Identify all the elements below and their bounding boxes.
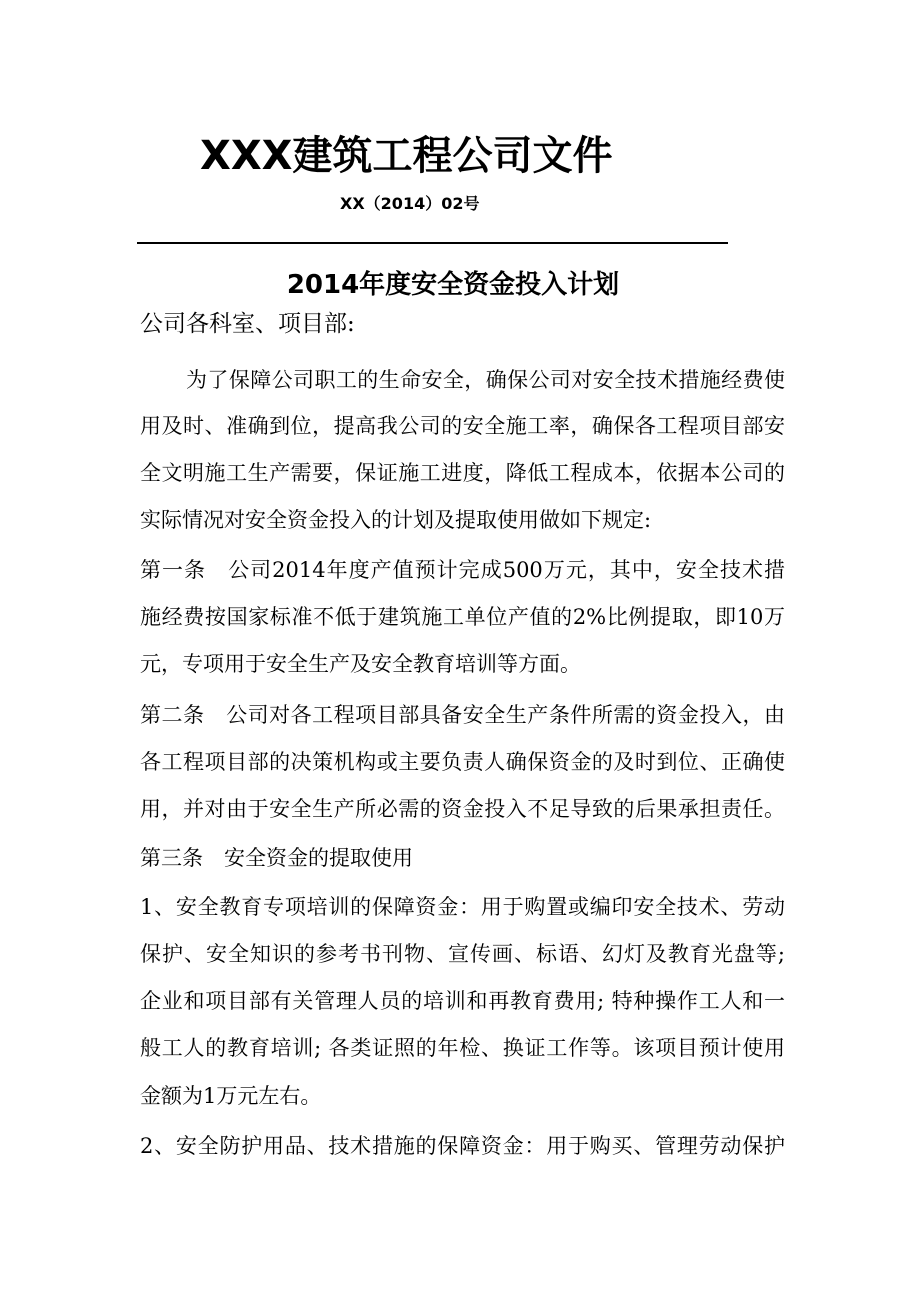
header-divider <box>137 242 728 244</box>
article-2-line: 第二条 公司对各工程项目部具备安全生产条件所需的资金投入，由 <box>140 703 785 727</box>
article-3-heading: 第三条 安全资金的提取使用 <box>140 846 413 870</box>
paragraph-line: 用及时、准确到位，提高我公司的安全施工率，确保各工程项目部安 <box>140 414 785 438</box>
item-1-line: 1、安全教育专项培训的保障资金：用于购置或编印安全技术、劳动 <box>140 895 785 919</box>
item-1-line: 企业和项目部有关管理人员的培训和再教育费用; 特种操作工人和一 <box>140 989 785 1013</box>
article-2-line: 用，并对由于安全生产所必需的资金投入不足导致的后果承担责任。 <box>140 797 785 821</box>
document-number: XX（2014）02号 <box>340 194 480 213</box>
paragraph-line: 为了保障公司职工的生命安全，确保公司对安全技术措施经费使 <box>186 368 785 392</box>
article-1-line: 第一条 公司2014年度产值预计完成500万元，其中，安全技术措 <box>140 558 785 582</box>
item-1-line: 金额为1万元左右。 <box>140 1084 322 1108</box>
article-1-line: 施经费按国家标准不低于建筑施工单位产值的2%比例提取，即10万 <box>140 605 785 629</box>
item-1-line: 保护、安全知识的参考书刊物、宣传画、标语、幻灯及教育光盘等; <box>140 942 785 966</box>
document-title: XXX建筑工程公司文件 <box>200 133 613 179</box>
article-2-line: 各工程项目部的决策机构或主要负责人确保资金的及时到位、正确使 <box>140 750 785 774</box>
item-2-line: 2、安全防护用品、技术措施的保障资金：用于购买、管理劳动保护 <box>140 1134 785 1158</box>
document-heading: 2014年度安全资金投入计划 <box>286 270 620 300</box>
paragraph-line: 全文明施工生产需要，保证施工进度，降低工程成本，依据本公司的 <box>140 461 785 485</box>
article-1-line: 元，专项用于安全生产及安全教育培训等方面。 <box>140 652 581 676</box>
salutation: 公司各科室、项目部: <box>140 311 355 337</box>
paragraph-line: 实际情况对安全资金投入的计划及提取使用做如下规定: <box>140 508 652 532</box>
item-1-line: 般工人的教育培训; 各类证照的年检、换证工作等。该项目预计使用 <box>140 1036 785 1060</box>
